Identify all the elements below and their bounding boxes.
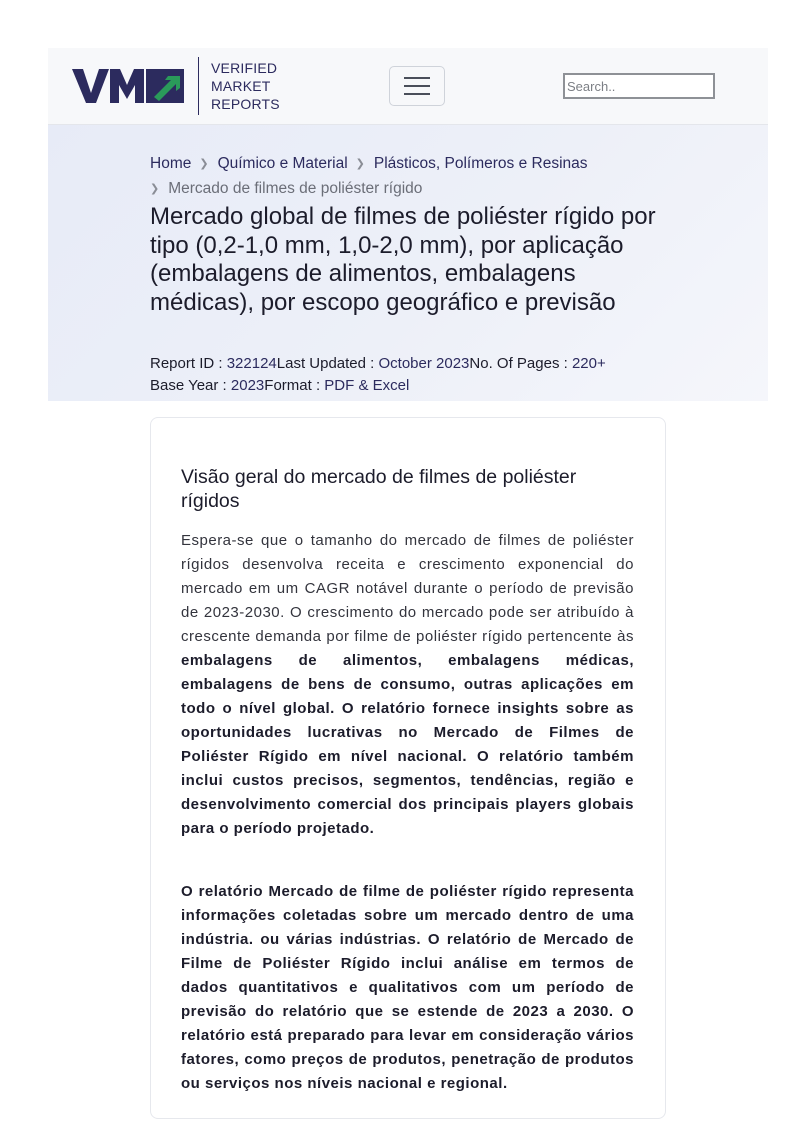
breadcrumb-current: Mercado de filmes de poliéster rígido	[168, 180, 423, 197]
pages-label: No. Of Pages :	[469, 355, 572, 372]
hamburger-icon-bar	[404, 85, 430, 87]
overview-paragraph-1	[181, 529, 634, 841]
report-hero	[48, 125, 768, 401]
overview-card	[150, 417, 666, 1119]
chevron-right-icon: ❯	[355, 158, 365, 170]
site-header	[48, 48, 768, 125]
format-value: PDF & Excel	[324, 377, 410, 394]
logo-line-2: MARKET	[211, 78, 271, 94]
breadcrumb-home[interactable]: Home	[150, 155, 192, 172]
format-label: Format :	[264, 377, 325, 394]
overview-paragraph-2: O relatório Mercado de filme de poliéster rígido representa informações coletadas sobre um mercado dentro de uma indústria. ou várias indústrias. O relatório de Mercado de Filme de Poliéster Rígido inclui análise em termos de dados quantitativos e qualitativos com um período de previsão do relatório que se estende de 2023 a 2030. O relatório está preparado para levar em consideração vários fatores, como preços de produtos, penetração de produtos ou serviços nos níveis nacional e regional.	[181, 883, 634, 1092]
report-meta-line-2	[150, 375, 710, 397]
overview-heading: Visão geral do mercado de filmes de poliéster rígidos	[181, 466, 577, 512]
report-id-label: Report ID :	[150, 355, 227, 372]
base-year-label: Base Year :	[150, 377, 231, 394]
report-meta-line-1	[150, 353, 710, 375]
overview-paragraph-1-text: Espera-se que o tamanho do mercado de filmes de poliéster rígidos desenvolva receita e crescimento exponencial do mercado em um CAGR notável durante o período de previsão de 2023-2030. O crescimento do mercado pode ser atribuído à crescente demanda por filme de poliéster rígido pertencente às	[181, 532, 634, 645]
site-logo[interactable]	[72, 57, 280, 115]
report-meta	[150, 353, 710, 397]
breadcrumb-category[interactable]: Químico e Material	[217, 155, 348, 172]
menu-toggle-button[interactable]	[389, 66, 445, 106]
logo-wordmark	[211, 59, 280, 113]
chevron-right-icon: ❯	[199, 158, 209, 170]
logo-line-3: REPORTS	[211, 96, 280, 112]
hamburger-icon-bar	[404, 93, 430, 95]
hamburger-icon-bar	[404, 77, 430, 79]
report-id-value: 322124	[226, 355, 277, 372]
chevron-right-icon: ❯	[150, 183, 160, 195]
search-input[interactable]	[563, 73, 715, 99]
page-title: Mercado global de filmes de poliéster rígido por tipo (0,2-1,0 mm, 1,0-2,0 mm), por aplicação (embalagens de alimentos, embalagens médicas), por escopo geográfico e previsão	[150, 203, 656, 316]
pages-value: 220+	[571, 355, 606, 372]
breadcrumb	[150, 152, 620, 202]
breadcrumb-subcategory[interactable]: Plásticos, Polímeros e Resinas	[373, 155, 588, 172]
last-updated-value: October 2023	[378, 355, 470, 372]
last-updated-label: Last Updated :	[276, 355, 379, 372]
logo-line-1: VERIFIED	[211, 60, 278, 76]
page-frame	[48, 48, 768, 1092]
overview-paragraph-1-bold: embalagens de alimentos, embalagens médicas, embalagens de bens de consumo, outras aplicações em todo o nível global. O relatório fornece insights sobre as oportunidades lucrativas no Mercado de Filmes de Poliéster Rígido em nível nacional. O relatório também inclui custos precisos, segmentos, tendências, região e desenvolvimento comercial dos principais players globais para o período projetado.	[181, 652, 634, 837]
logo-divider	[198, 57, 199, 115]
vmr-logo-mark	[72, 66, 184, 106]
base-year-value: 2023	[230, 377, 265, 394]
